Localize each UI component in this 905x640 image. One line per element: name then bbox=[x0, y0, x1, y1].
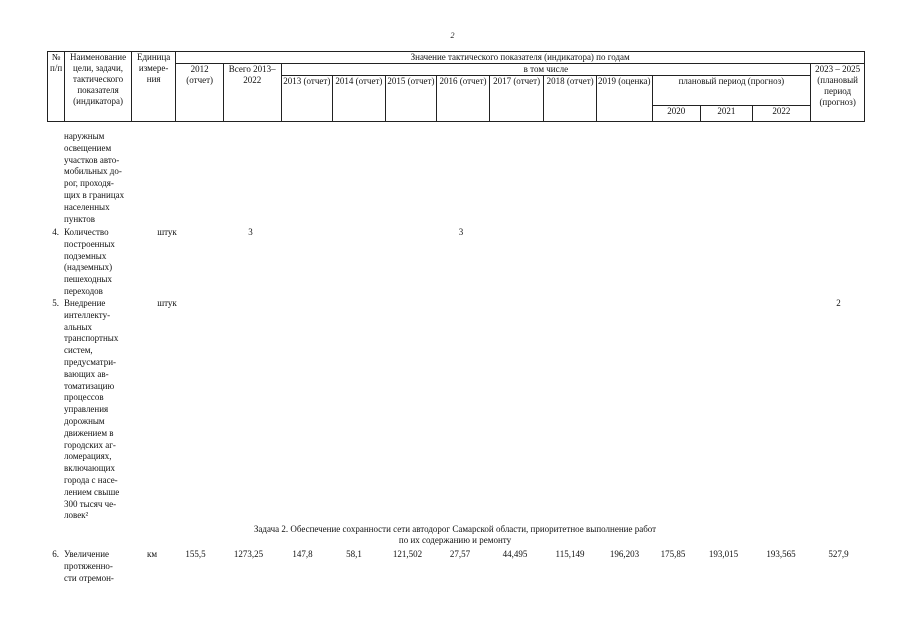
row6-2015: 121,502 bbox=[392, 549, 423, 559]
header-2022: 2022 bbox=[752, 106, 811, 122]
header-no: № п/п bbox=[48, 52, 65, 122]
row6-2018: 115,149 bbox=[555, 549, 585, 559]
row5-number: 5. bbox=[52, 298, 59, 308]
row5-name: Внедрение интеллекту- альных транспортных систем, предусматри- вающих ав- томатизацию процессов управления дорожным движением в городских аг- ломерациях, включающих города с насе- лением свыше 300 тысяч че- ловек² bbox=[64, 298, 120, 521]
header-unit: Единица измере-ния bbox=[131, 52, 175, 122]
row4-2016: 3 bbox=[458, 227, 464, 237]
task2-heading: Задача 2. Обеспечение сохранности сети автодорог Самарской области, приоритетное выполнение работ по их содержанию и ремонту bbox=[253, 524, 657, 545]
row5-2023-2025: 2 bbox=[836, 298, 841, 308]
page-number: 2 bbox=[450, 31, 455, 40]
header-2012: 2012 (отчет) bbox=[176, 64, 224, 122]
header-2017: 2017 (отчет) bbox=[489, 76, 544, 122]
row6-2012: 155,5 bbox=[185, 549, 206, 559]
row4-number: 4. bbox=[52, 227, 59, 237]
header-2021: 2021 bbox=[701, 106, 753, 122]
row6-2016: 27,57 bbox=[449, 549, 471, 559]
row6-2020: 175,85 bbox=[660, 549, 686, 559]
row4-total: 3 bbox=[248, 227, 253, 237]
row6-total: 1273,25 bbox=[233, 549, 264, 559]
row6-2017: 44,495 bbox=[502, 549, 528, 559]
row6-2013: 147,8 bbox=[292, 549, 313, 559]
header-2014: 2014 (отчет) bbox=[333, 76, 386, 122]
row6-2023-2025: 527,9 bbox=[828, 549, 849, 559]
row6-2014: 58,1 bbox=[346, 549, 362, 559]
row6-2019: 196,203 bbox=[609, 549, 640, 559]
header-2023-2025: 2023 – 2025 (плановый период (прогноз) bbox=[811, 64, 865, 122]
header-2018: 2018 (отчет) bbox=[544, 76, 597, 122]
row5-unit: штук bbox=[157, 298, 177, 308]
row6-number: 6. bbox=[52, 549, 59, 559]
header-group-title: Значение тактического показателя (индикатора) по годам bbox=[176, 52, 865, 64]
row4-unit: штук bbox=[157, 227, 177, 237]
header-2016: 2016 (отчет) bbox=[437, 76, 490, 122]
header-planned: плановый период (прогноз) bbox=[652, 76, 811, 106]
header-2019: 2019 (оценка) bbox=[596, 76, 652, 122]
header-incl: в том числе bbox=[281, 64, 811, 76]
header-2020: 2020 bbox=[652, 106, 701, 122]
row6-2021: 193,015 bbox=[708, 549, 739, 559]
header-table bbox=[47, 51, 865, 122]
continuation-text: наружным освещением участков авто- мобильных до- рог, проходя- щих в границах населенных пунктов bbox=[64, 131, 125, 224]
header-name: Наименование цели, задачи, тактического показателя (индикатора) bbox=[65, 52, 132, 122]
row6-name: Увеличение протяженно- сти отремон- bbox=[64, 549, 114, 583]
header-total: Всего 2013–2022 bbox=[223, 64, 281, 122]
row6-unit: км bbox=[146, 549, 158, 559]
row4-name: Количество построенных подземных (надземных) пешеходных переходов bbox=[64, 227, 115, 296]
header-2015: 2015 (отчет) bbox=[385, 76, 437, 122]
row6-2022: 193,565 bbox=[766, 549, 796, 559]
header-2013: 2013 (отчет) bbox=[281, 76, 333, 122]
